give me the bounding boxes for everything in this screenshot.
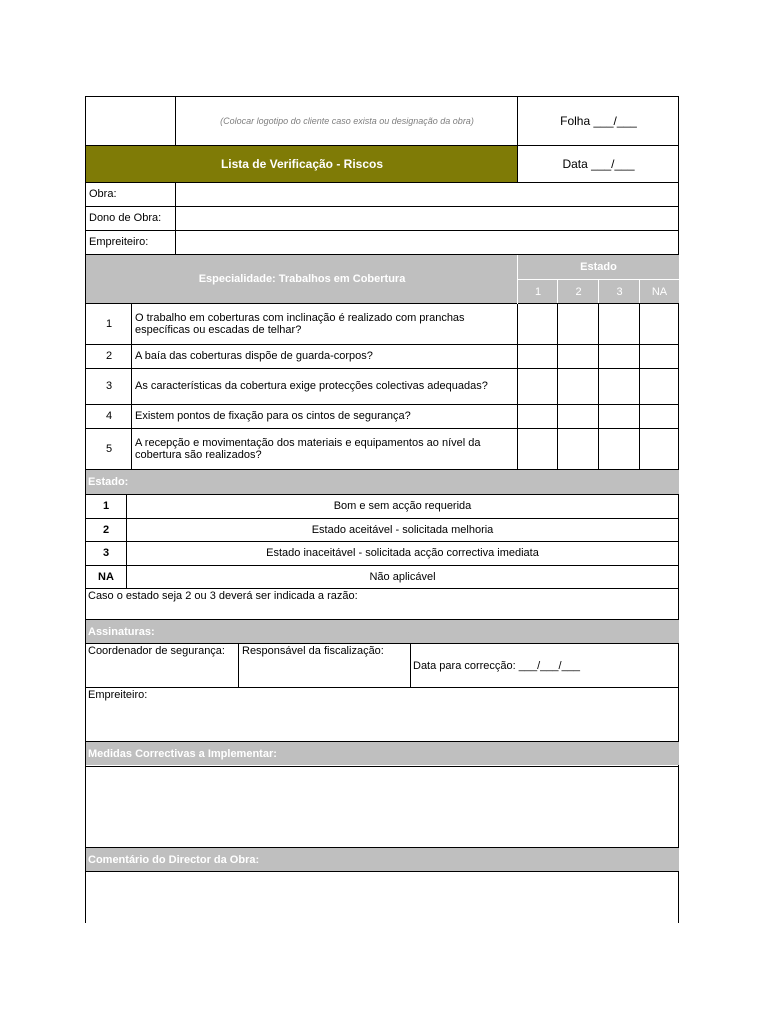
divider: [410, 643, 411, 687]
divider: [86, 303, 679, 304]
divider: [517, 304, 518, 469]
divider: [86, 344, 679, 345]
legend-code: 3: [102, 547, 110, 559]
divider: [86, 368, 679, 369]
page-title: Lista de Verificação - Riscos: [86, 145, 518, 182]
divider: [126, 494, 127, 588]
legend-desc: Estado inaceitável - solicitada acção correctiva imediata: [266, 547, 539, 559]
divider: [639, 280, 640, 303]
estado-col-1: 1: [534, 285, 542, 298]
dono-obra-label: Dono de Obra:: [89, 212, 162, 224]
divider: [86, 766, 679, 767]
divider: [175, 97, 176, 145]
legend-desc: Bom e sem acção requerida: [333, 500, 472, 512]
question-number: 2: [105, 350, 113, 362]
divider: [86, 404, 679, 405]
question-text: O trabalho em coberturas com inclinação é realizado com pranchas específicas ou escadas de telhar?: [135, 312, 465, 336]
question-text: A recepção e movimentação dos materiais e equipamentos ao nível da cobertura são realizados?: [135, 436, 481, 461]
director-comment-title: Comentário do Director da Obra:: [86, 848, 679, 871]
legend-desc: Estado aceitável - solicitada melhoria: [311, 523, 494, 536]
divider: [86, 741, 679, 742]
divider: [86, 428, 679, 429]
divider: [557, 280, 558, 303]
divider: [86, 541, 679, 542]
supervisor-signature[interactable]: Responsável da fiscalização:: [242, 645, 384, 657]
obra-input[interactable]: [176, 182, 679, 206]
question-text: A baía das coberturas dispõe de guarda-corpos?: [135, 350, 373, 362]
estado-col-2: 2: [575, 285, 582, 298]
corrective-title: Medidas Correctivas a Implementar:: [86, 742, 679, 765]
question-number: 5: [105, 442, 113, 455]
obra-label: Obra:: [89, 188, 117, 200]
divider: [598, 280, 599, 303]
divider: [639, 304, 640, 469]
specialty-title: Especialidade: Trabalhos em Cobertura: [198, 273, 406, 285]
divider: [86, 469, 679, 470]
sheet-number: Folha ___/___: [560, 114, 637, 128]
divider: [86, 494, 679, 495]
correction-date[interactable]: Data para correcção: ___/___/___: [413, 660, 580, 672]
estado-col-na: NA: [651, 285, 668, 298]
divider: [131, 304, 132, 469]
legend-desc: Não aplicável: [369, 570, 436, 583]
legend-code: 1: [102, 500, 110, 512]
reason-note: Caso o estado seja 2 ou 3 deverá ser indicada a razão:: [88, 590, 358, 602]
divider: [598, 304, 599, 469]
legend-code: NA: [98, 570, 114, 583]
question-text: Existem pontos de fixação para os cintos de segurança?: [135, 410, 411, 422]
logo-placeholder: (Colocar logotipo do cliente caso exista ou designação da obra): [220, 116, 474, 126]
question-text: As características da cobertura exige protecções colectivas adequadas?: [135, 380, 488, 392]
empreiteiro-input[interactable]: [176, 230, 679, 254]
question-number: 3: [105, 380, 113, 392]
date-field: Data ___/___: [562, 156, 635, 171]
divider: [175, 182, 176, 254]
divider: [86, 588, 679, 589]
divider: [86, 145, 679, 146]
contractor-signature[interactable]: Empreiteiro:: [88, 689, 148, 701]
divider: [86, 518, 679, 519]
corrective-input[interactable]: [86, 766, 679, 846]
signatures-title: Assinaturas:: [86, 620, 679, 643]
director-comment-input[interactable]: [86, 872, 679, 924]
divider: [86, 871, 679, 872]
divider: [517, 97, 518, 182]
coordinator-signature[interactable]: Coordenador de segurança:: [88, 645, 225, 657]
divider: [86, 847, 679, 848]
estado-header: Estado: [580, 261, 617, 273]
estado-col-3: 3: [616, 285, 623, 298]
divider: [86, 643, 679, 644]
dono-obra-input[interactable]: [176, 206, 679, 230]
empreiteiro-label: Empreiteiro:: [89, 236, 149, 248]
divider: [557, 304, 558, 469]
divider: [238, 643, 239, 687]
divider: [86, 565, 679, 566]
divider: [86, 254, 679, 255]
checklist-form: [85, 96, 679, 923]
divider: [86, 687, 679, 688]
divider: [86, 619, 679, 620]
legend-code: 2: [102, 523, 110, 536]
question-number: 1: [105, 318, 113, 330]
question-number: 4: [105, 410, 113, 422]
legend-title: Estado:: [86, 470, 679, 494]
